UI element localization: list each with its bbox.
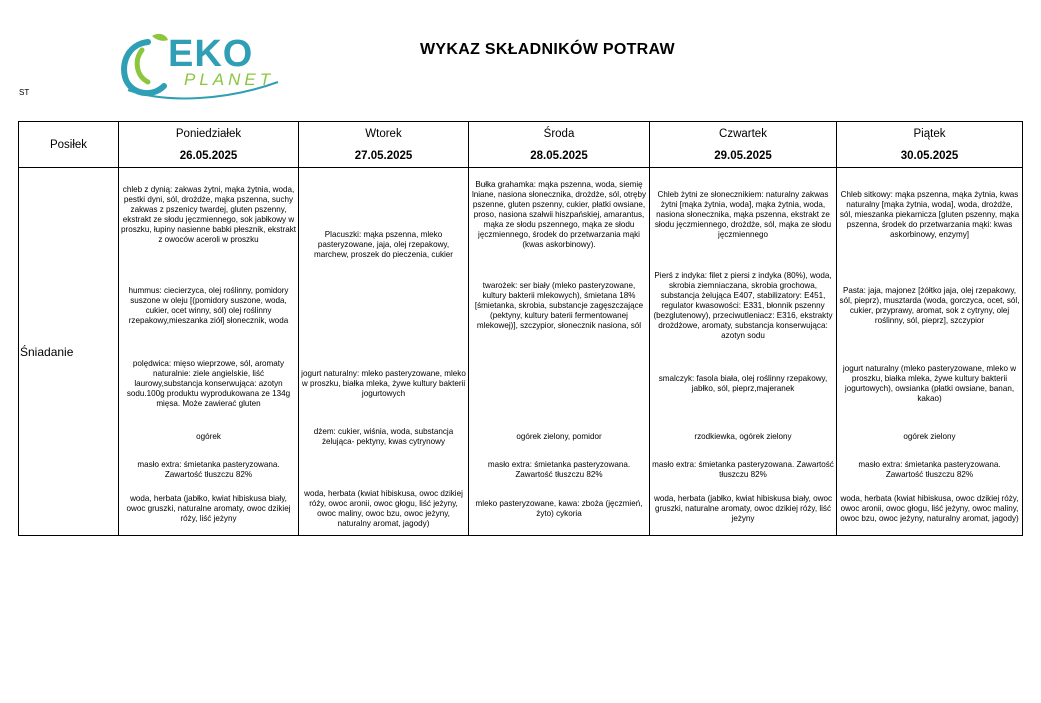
cell-tuesday-yogurt: jogurt naturalny: mleko pasteryzowane, mleko w proszku, białka mleka, żywe kultury bakterii jogurtowych bbox=[299, 350, 469, 418]
cell-wednesday-bun: Bułka grahamka: mąka pszenna, woda, siemię lniane, nasiona słonecznika, drożdże, sól, otręby pszenne, gluten pszenny, cukier, płatki owsiane, proso, nasiona szałwii hiszpańskiej, amarantus, mąka ze słodu pszennego, mąka ze słodu jęczmiennego, środek do przetwarzania mąki (kwas askorbinowy). bbox=[469, 168, 650, 262]
cell-monday-vegetables: ogórek bbox=[119, 418, 299, 456]
cell-thursday-butter: masło extra: śmietanka pasteryzowana. Zawartość tłuszczu 82% bbox=[650, 456, 837, 484]
ingredients-table bbox=[18, 121, 1023, 536]
day-header-wednesday: Środa bbox=[469, 122, 650, 146]
logo-wordmark: EKO bbox=[168, 33, 254, 75]
table-date-row bbox=[19, 145, 1023, 168]
day-header-thursday: Czwartek bbox=[650, 122, 837, 146]
cell-monday-butter: masło extra: śmietanka pasteryzowana. Zawartość tłuszczu 82% bbox=[119, 456, 299, 484]
cell-monday-drink: woda, herbata (jabłko, kwiat hibiskusa biały, owoc gruszki, naturalne aromaty, owoc dzikiej róży, liść jeżyny bbox=[119, 484, 299, 536]
table-row bbox=[19, 418, 1023, 456]
cell-tuesday-pancakes: Placuszki: mąka pszenna, mleko pasteryzowane, jaja, olej rzepakowy, marchew, proszek do pieczenia, cukier bbox=[299, 168, 469, 262]
cell-monday-bread: chleb z dynią: zakwas żytni, mąka żytnia, woda, pestki dyni, sól, drożdże, mąka pszenna, suchy zakwas z pszenicy twardej, gluten pszenny, ekstrakt ze słodu jęczmiennego, sok jabłkowy w proszku, łupiny nasienne babki płesznik, ekstrakt z owoców aceroli w proszku bbox=[119, 168, 299, 262]
meal-column-header: Posiłek bbox=[19, 122, 119, 168]
cell-thursday-bread: Chleb żytni ze słonecznikiem: naturalny zakwas żytni [mąka żytnia, woda], mąka żytnia, woda, nasiona słonecznika, mąka pszenna, ekstrakt ze słodu jęczmiennego, drożdże, sól, mąka ze słodu jęczmiennego bbox=[650, 168, 837, 262]
cell-friday-spread: Pasta: jaja, majonez [żółtko jaja, olej rzepakowy, sól, pieprz), musztarda (woda, gorczyca, ocet, sól, cukier, przyprawy, aromat, sok z cytryny, olej roślinny, sól, pieprz], szczypior bbox=[837, 262, 1023, 350]
cell-tuesday-empty-2 bbox=[299, 456, 469, 484]
cell-wednesday-drink: mleko pasteryzowane, kawa: zboża (jęczmień, żyto) cykoria bbox=[469, 484, 650, 536]
cell-tuesday-empty bbox=[299, 262, 469, 350]
date-monday: 26.05.2025 bbox=[119, 145, 299, 168]
date-thursday: 29.05.2025 bbox=[650, 145, 837, 168]
cell-tuesday-drink: woda, herbata (kwiat hibiskusa, owoc dzikiej róży, owoc aronii, owoc głogu, liść jeżyny, owoc maliny, owoc bzu, owoc jeżyny, naturalny aromat, jagody) bbox=[299, 484, 469, 536]
day-header-tuesday: Wtorek bbox=[299, 122, 469, 146]
cell-wednesday-empty bbox=[469, 350, 650, 418]
cell-friday-yogurt: jogurt naturalny (mleko pasteryzowane, mleko w proszku, białka mleka, żywe kultury bakterii jogurtowych), owsianka (płatki owsiane, banan, kakao) bbox=[837, 350, 1023, 418]
date-wednesday: 28.05.2025 bbox=[469, 145, 650, 168]
meal-name-breakfast: Śniadanie bbox=[19, 168, 119, 536]
cell-wednesday-butter: masło extra: śmietanka pasteryzowana. Zawartość tłuszczu 82% bbox=[469, 456, 650, 484]
table-row bbox=[19, 168, 1023, 262]
cell-friday-butter: masło extra: śmietanka pasteryzowana. Zawartość tłuszczu 82% bbox=[837, 456, 1023, 484]
day-header-monday: Poniedziałek bbox=[119, 122, 299, 146]
table-header-row bbox=[19, 122, 1023, 146]
table-row bbox=[19, 484, 1023, 536]
cell-monday-spread: hummus: ciecierzyca, olej roślinny, pomidory suszone w oleju [(pomidory suszone, woda, cukier, ocet winny, sól) olej roślinny rzepakowy,mieszanka ziół] słonecznik, woda bbox=[119, 262, 299, 350]
cell-tuesday-jam: dżem: cukier, wiśnia, woda, substancja żelująca- pektyny, kwas cytrynowy bbox=[299, 418, 469, 456]
document-title: WYKAZ SKŁADNIKÓW POTRAW bbox=[420, 41, 675, 58]
date-friday: 30.05.2025 bbox=[837, 145, 1023, 168]
table-row bbox=[19, 350, 1023, 418]
cell-wednesday-spread: twarożek: ser biały (mleko pasteryzowane, kultury bakterii mlekowych), śmietana 18% [śmietanka, skrobia, substancje zagęszczające (pektyny, kultury baterii fermentowanej mlekowej)], szczypior, słonecznik nasiona, sól bbox=[469, 262, 650, 350]
cell-friday-vegetables: ogórek zielony bbox=[837, 418, 1023, 456]
cell-thursday-spread-2: smalczyk: fasola biała, olej roślinny rzepakowy, jabłko, sól, pieprz,majeranek bbox=[650, 350, 837, 418]
cell-thursday-drink: woda, herbata (jabłko, kwiat hibiskusa biały, owoc gruszki, naturalne aromaty, owoc dzikiej róży, liść jeżyny bbox=[650, 484, 837, 536]
document-code: ST bbox=[19, 88, 30, 97]
cell-monday-meat: polędwica: mięso wieprzowe, sól, aromaty naturalnie: ziele angielskie, liść laurowy,substancja konserwująca: azotyn sodu.100g produktu wyprodukowana ze 134g mięsa. Może zawierać gluten bbox=[119, 350, 299, 418]
cell-friday-drink: woda, herbata (kwiat hibiskusa, owoc dzikiej róży, owoc aronii, owoc głogu, liść jeżyny, owoc maliny, owoc bzu, owoc jeżyny, naturalny aromat, jagody) bbox=[837, 484, 1023, 536]
cell-thursday-vegetables: rzodkiewka, ogórek zielony bbox=[650, 418, 837, 456]
logo-subtitle: PLANET bbox=[184, 70, 275, 89]
date-tuesday: 27.05.2025 bbox=[299, 145, 469, 168]
cell-thursday-spread: Pierś z indyka: filet z piersi z indyka (80%), woda, skrobia ziemniaczana, skrobia grochowa, substancja żelująca E407, stabilizatory: E451, regulator kwasowości: E331, błonnik pszenny (bezglutenowy), przeciwutleniacz: E316, ekstrakty drożdżowe, aromaty, substancja konserwująca: azotyn sodu bbox=[650, 262, 837, 350]
cell-wednesday-vegetables: ogórek zielony, pomidor bbox=[469, 418, 650, 456]
table-row bbox=[19, 262, 1023, 350]
cell-friday-bread: Chleb sitkowy: mąka pszenna, mąka żytnia, kwas naturalny [mąka żytnia, woda], woda, drożdże, sól, mieszanka piekarnicza [gluten pszenny, mąka pszenna, środek do przetwarzania mąki: kwas askorbinowy, enzymy] bbox=[837, 168, 1023, 262]
day-header-friday: Piątek bbox=[837, 122, 1023, 146]
table-row bbox=[19, 456, 1023, 484]
